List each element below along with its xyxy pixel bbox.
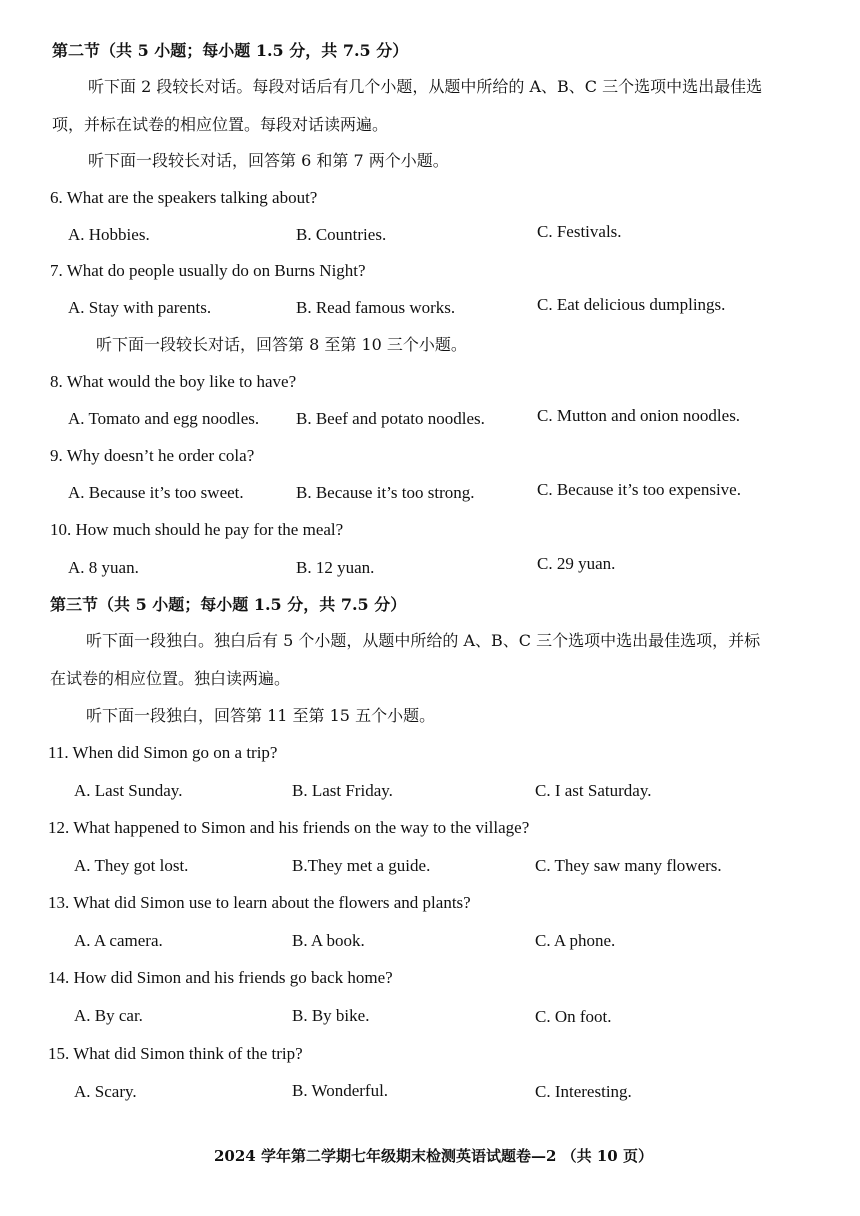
section3-instruction-line2: 在试卷的相应位置。独白读两遍。 bbox=[50, 669, 291, 688]
question-14-stem: 14. How did Simon and his friends go back home? bbox=[48, 968, 393, 987]
section2-instruction-line1: 听下面 2 段较长对话。每段对话后有几个小题，从题中所给的 A、B、C 三个选项中选出最佳选 bbox=[88, 77, 763, 96]
question-13-option-b: B. A book. bbox=[292, 931, 365, 950]
question-12-option-b: B.They met a guide. bbox=[292, 856, 431, 875]
question-13-stem: 13. What did Simon use to learn about the flowers and plants? bbox=[48, 893, 471, 912]
monologue-intro: 听下面一段独白，回答第 11 至第 15 五个小题。 bbox=[86, 706, 436, 725]
question-10-option-c: C. 29 yuan. bbox=[537, 554, 616, 573]
question-11-option-b: B. Last Friday. bbox=[292, 781, 393, 800]
section3-instruction-line1: 听下面一段独白。独白后有 5 个小题，从题中所给的 A、B、C 三个选项中选出最佳选项，并标 bbox=[86, 631, 761, 650]
question-9-option-a: A. Because it’s too sweet. bbox=[68, 483, 244, 502]
question-9-stem: 9. Why doesn’t he order cola? bbox=[50, 446, 255, 465]
question-11-option-a: A. Last Sunday. bbox=[74, 781, 183, 800]
question-15-option-c: C. Interesting. bbox=[535, 1082, 632, 1101]
question-12-option-c: C. They saw many flowers. bbox=[535, 856, 722, 875]
question-6-option-a: A. Hobbies. bbox=[68, 225, 150, 244]
question-11-stem: 11. When did Simon go on a trip? bbox=[48, 743, 278, 762]
section2-heading: 第二节（共 5 小题；每小题 1.5 分，共 7.5 分） bbox=[52, 41, 409, 60]
question-8-option-b: B. Beef and potato noodles. bbox=[296, 409, 485, 428]
dialog2-intro: 听下面一段较长对话，回答第 8 至第 10 三个小题。 bbox=[96, 335, 467, 354]
question-8-option-c: C. Mutton and onion noodles. bbox=[537, 406, 741, 425]
question-12-option-a: A. They got lost. bbox=[74, 856, 189, 875]
question-14-option-b: B. By bike. bbox=[292, 1006, 370, 1025]
page-footer: 2024 学年第二学期七年级期末检测英语试题卷—2 （共 10 页） bbox=[214, 1147, 653, 1165]
question-7-option-c: C. Eat delicious dumplings. bbox=[537, 295, 726, 314]
section2-instruction-line2: 项，并标在试卷的相应位置。每段对话读两遍。 bbox=[52, 115, 389, 134]
dialog1-intro: 听下面一段较长对话，回答第 6 和第 7 两个小题。 bbox=[88, 151, 449, 170]
question-8-stem: 8. What would the boy like to have? bbox=[50, 372, 297, 391]
question-14-option-c: C. On foot. bbox=[535, 1007, 612, 1026]
section3-heading: 第三节（共 5 小题；每小题 1.5 分，共 7.5 分） bbox=[50, 595, 407, 614]
question-9-option-b: B. Because it’s too strong. bbox=[296, 483, 475, 502]
question-10-option-a: A. 8 yuan. bbox=[68, 558, 139, 577]
question-11-option-c: C. I ast Saturday. bbox=[535, 781, 652, 800]
question-6-option-b: B. Countries. bbox=[296, 225, 387, 244]
question-7-stem: 7. What do people usually do on Burns Night? bbox=[50, 261, 366, 280]
question-15-option-b: B. Wonderful. bbox=[292, 1081, 389, 1100]
question-7-option-a: A. Stay with parents. bbox=[68, 298, 212, 317]
question-15-option-a: A. Scary. bbox=[74, 1082, 137, 1101]
question-8-option-a: A. Tomato and egg noodles. bbox=[68, 409, 260, 428]
question-13-option-a: A. A camera. bbox=[74, 931, 163, 950]
question-10-stem: 10. How much should he pay for the meal? bbox=[50, 520, 344, 539]
question-7-option-b: B. Read famous works. bbox=[296, 298, 456, 317]
question-6-stem: 6. What are the speakers talking about? bbox=[50, 188, 318, 207]
question-6-option-c: C. Festivals. bbox=[537, 222, 622, 241]
question-12-stem: 12. What happened to Simon and his friends on the way to the village? bbox=[48, 818, 530, 837]
question-14-option-a: A. By car. bbox=[74, 1006, 143, 1025]
question-9-option-c: C. Because it’s too expensive. bbox=[537, 480, 741, 499]
question-10-option-b: B. 12 yuan. bbox=[296, 558, 375, 577]
question-15-stem: 15. What did Simon think of the trip? bbox=[48, 1044, 303, 1063]
question-13-option-c: C. A phone. bbox=[535, 931, 616, 950]
